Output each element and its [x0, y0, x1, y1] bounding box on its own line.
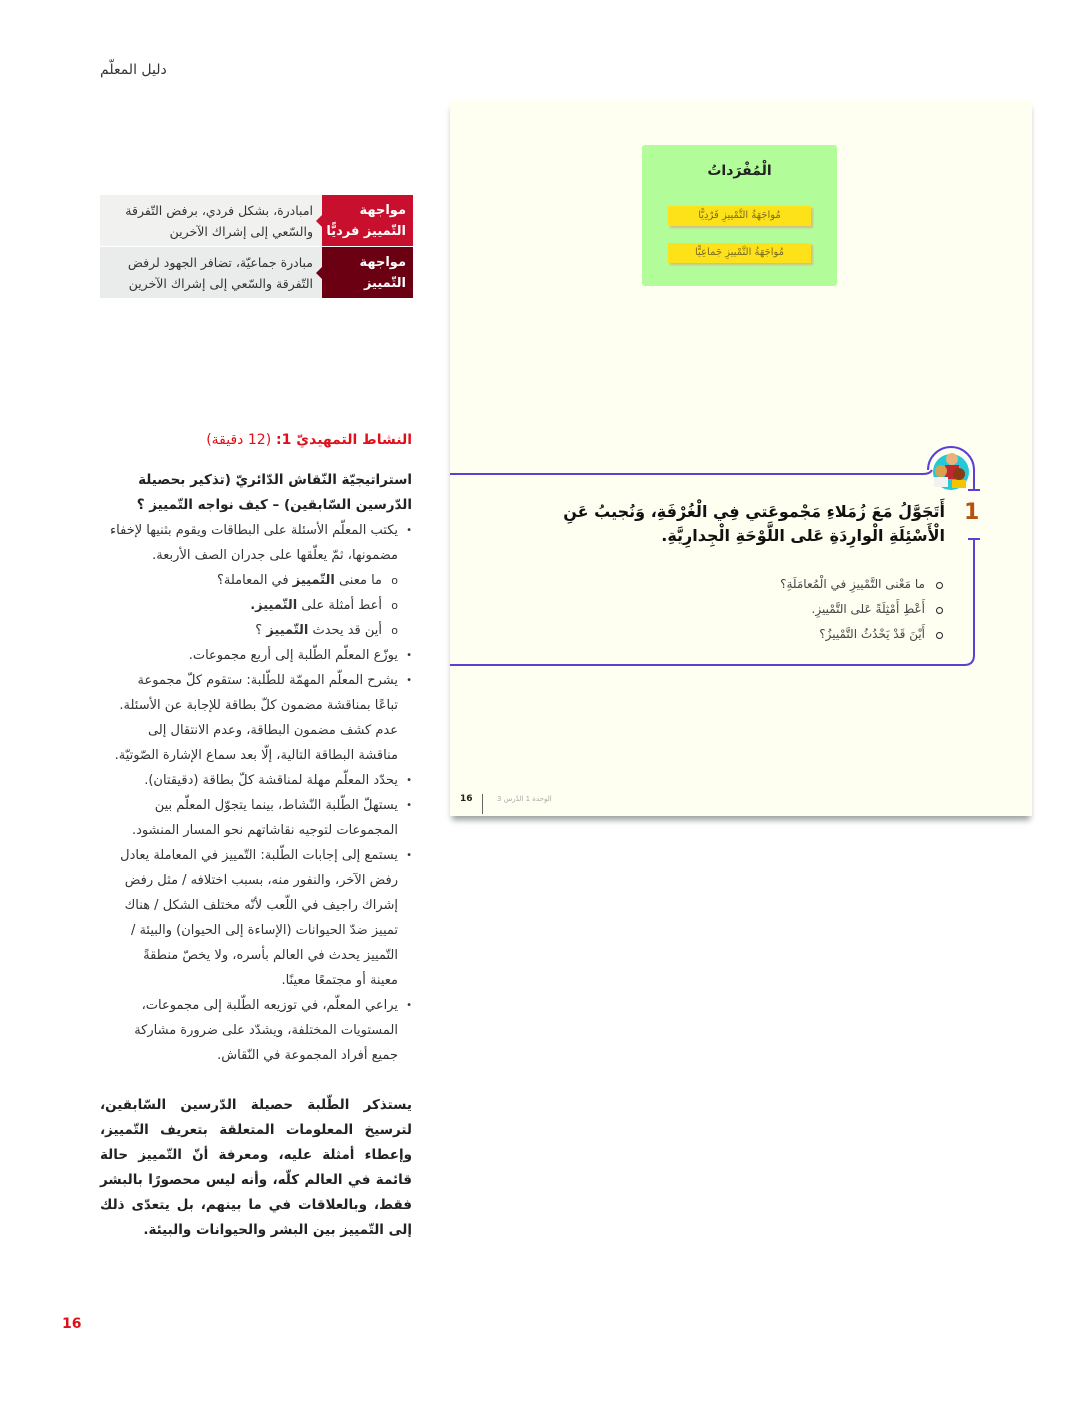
text: التّمييز.: [250, 598, 298, 613]
activity-title: [100, 432, 412, 448]
text: أين قد يحدث: [308, 623, 382, 638]
text: ما معنى: [334, 573, 382, 588]
guide-header: دليل المعلّم: [100, 62, 167, 78]
vocab-item[interactable]: مُواجَهَةُ التَّمْييزِ جَماعِيًّا: [668, 243, 811, 263]
bullet-item: • يحدّد المعلّم مهلة لمناقشة كلّ بطاقة (دقيقتان).: [114, 768, 412, 793]
bullet-item: • يستمع إلى إجابات الطّلبة: التّمييز في المعاملة يعادل رفض الآخر، والنفور منه، بسبب اختلافه / مثل رفض إشراك راجيف في اللّعب لأنّه مختلف الشكل / هناك تمييز ضدّ الحيوانات (الإساءة إلى الحيوان) والبيئة / التّمييز يحدث في العالم بأسره، ولا يخصّ منطقةً معينة أو مجتمعًا معينًا.: [114, 843, 412, 993]
text: التّمييز: [266, 623, 309, 638]
sub-question: [100, 618, 412, 643]
question-item: أَعْطِ أَمْثِلَةً عَلى التَّمْييزِ.: [700, 597, 945, 622]
text: ؟: [255, 623, 267, 638]
bullet-item: • يراعي المعلّم، في توزيعه الطّلبة إلى مجموعات، المستويات المختلفة، ويشدّد على ضرورة مشاركة جميع أفراد المجموعة في النّقاش.: [114, 993, 412, 1068]
text: أعط أمثلة على: [297, 598, 382, 613]
bullet-item: • يكتب المعلّم الأسئلة على البطاقات ويقوم بثنيها لإخفاء مضمونها، ثمّ يعلّقها على جدران الصف الأربعة.: [100, 518, 412, 568]
footer-divider: [482, 794, 483, 814]
strategy-heading: استراتيجيّة النّقاش الدّائريّ (تذكير بحصيلة الدّرسين السّابقين) – كيف نواجه التّمييز ؟: [136, 472, 412, 513]
text: في المعاملة؟: [216, 573, 293, 588]
definition-cell: امبادرة، بشكل فردي، برفض التّفرقة والسّعي إلى إشراك الآخرين: [100, 195, 322, 246]
term-line: مواجهة: [359, 255, 406, 270]
table-row: [100, 195, 413, 246]
activity-duration: (12 دقيقة): [206, 432, 272, 448]
term-line: مواجهة: [359, 203, 406, 218]
question-item: ما مَعْنى التَّمْييزِ في الْمُعامَلَةِ؟: [700, 572, 945, 597]
bullet-item: • يشرح المعلّم المهمّة للطّلبة: ستقوم كلّ مجموعة تباعًا بمناقشة مضمون كلّ بطاقة للإجابة عن الأسئلة. عدم كشف مضمون البطاقة، وعدم الانتقال إلى مناقشة البطاقة التالية، إلّا بعد سماع الإشارة الصّوتيّة.: [114, 668, 412, 768]
student-page-footer: الوحدة 1 الدّرس 3: [497, 795, 552, 803]
definition-cell: مبادرة جماعيّة، تضافر الجهود لرفض التّفرقة والسّعي إلى إشراك الآخرين: [100, 247, 322, 298]
students-group-icon: [933, 453, 969, 490]
question-title: أَتَجَوَّلُ مَعَ زُمَلاءِ مَجْموعَتي فِي الْغُرْفَةِ، وَنُجيبُ عَنِ الْأَسْئِلَةِ الْوارِدَةِ عَلى اللَّوْحَةِ الْجِدارِيَّةِ.: [563, 502, 945, 545]
vocabulary-title: الْمُفْرَداتُ: [707, 163, 772, 179]
table-row: [100, 247, 413, 312]
bullet-item: • يوزّع المعلّم الطّلبة إلى أربع مجموعات.: [114, 643, 412, 668]
vocab-item[interactable]: مُواجَهَةُ التَّمْييزِ فَرْدِيًّا: [668, 206, 811, 226]
activity-heading: النشاط التمهيديّ 1:: [276, 432, 412, 448]
term-cell: [322, 247, 413, 312]
sub-question: [100, 568, 412, 593]
activity-section: [100, 432, 412, 1243]
question-number: 1: [964, 500, 980, 525]
term-cell: [322, 195, 413, 246]
sub-question: [100, 593, 412, 618]
question-list: [700, 572, 945, 647]
question-item: أَيْنَ قَدْ يَحْدُثُ التَّمْييزُ؟: [700, 622, 945, 647]
term-line: التّمييز جماعيًا: [363, 276, 406, 312]
bullet-item: • يستهلّ الطّلبة النّشاط، بينما يتجوّل المعلّم بين المجموعات لتوجيه نقاشاتهم نحو المسار المنشود.: [114, 793, 412, 843]
vocabulary-box: [642, 145, 837, 286]
term-line: التّمييز فرديًّا: [326, 224, 406, 239]
student-page-number: 16: [460, 794, 473, 804]
vocabulary-definitions-table: [100, 195, 413, 312]
text: التّمييز: [292, 573, 335, 588]
activity-summary: يستذكر الطّلبة حصيلة الدّرسين السّابقين، لترسيخ المعلومات المتعلقة بتعريف التّمييز، وإعطاء أمثلة عليه، ومعرفة أنّ التّمييز حالة قائمة في العالم كلّه، وأنه ليس محصورًا بالبشر فقط، وبالعلاقات في ما بينهم، بل يتعدّى ذلك إلى التّمييز بين البشر والحيوانات والبيئة.: [100, 1097, 412, 1238]
page-number: 16: [62, 1316, 82, 1332]
